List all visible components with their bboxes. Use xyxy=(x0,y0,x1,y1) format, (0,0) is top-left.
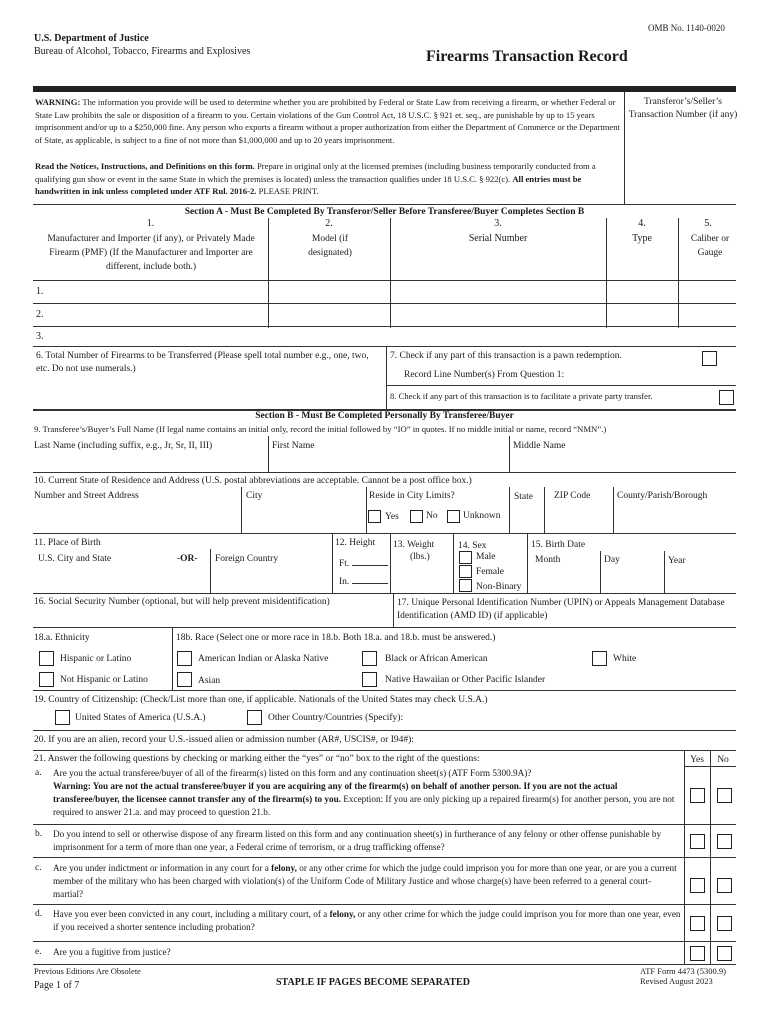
col-manufacturer-label: Manufacturer and Importer (if any), or Privately Made Firearm (PMF) (If the Manufacturer and Importer are different, include both.) xyxy=(47,234,255,272)
city-limits-unknown-checkbox[interactable] xyxy=(447,510,460,523)
q19-citizenship: 19. Country of Citizenship: (Check/List more than one, if applicable. Nationals of the United States may check U.S.A.) xyxy=(34,695,488,705)
q8-private-party: 8. Check if any part of this transaction is to facilitate a private party transfer. xyxy=(390,391,653,401)
q10-residence: 10. Current State of Residence and Address (U.S. postal abbreviations are acceptable. Cannot be a post office box.) xyxy=(34,476,472,486)
q21d-question: Have you ever been convicted in any court, including a military court, of a felony, or any other crime for which the judge could imprison you for more than one year, even if you received a shorter sentence including probation? xyxy=(53,909,681,932)
citizenship-other-checkbox[interactable] xyxy=(247,710,262,725)
city-limits-yes-checkbox[interactable] xyxy=(368,510,381,523)
q21c-no-checkbox[interactable] xyxy=(717,878,732,893)
not-hispanic-checkbox[interactable] xyxy=(39,672,54,687)
q9-full-name: 9. Transferee’s/Buyer’s Full Name (If legal name contains an initial only, record the initial followed by “IO” in quotes. If no middle initial or name, record “NMN”.) xyxy=(34,424,607,434)
q6-total-firearms[interactable]: 6. Total Number of Firearms to be Transferred (Please spell total number e.g., one, two, etc. Do not use numerals.) xyxy=(36,351,369,374)
sex-female-checkbox[interactable] xyxy=(459,565,472,578)
q21d-yes-checkbox[interactable] xyxy=(690,916,705,931)
q7-pawn-redemption: 7. Check if any part of this transaction is a pawn redemption. xyxy=(390,351,622,361)
state-field[interactable]: State xyxy=(514,492,533,502)
q13-weight[interactable]: 13. Weight xyxy=(393,540,435,550)
bureau-name: Bureau of Alcohol, Tobacco, Firearms and Explosives xyxy=(34,46,251,57)
other-country-field[interactable]: Other Country/Countries (Specify): xyxy=(268,713,404,723)
height-in-field[interactable]: In. xyxy=(339,575,388,588)
county-field[interactable]: County/Parish/Borough xyxy=(617,491,708,501)
city-field[interactable]: City xyxy=(246,491,263,501)
firearm-row-1[interactable]: 1. xyxy=(36,286,44,297)
height-ft-field[interactable]: Ft. xyxy=(339,557,388,570)
q15-birth-date: 15. Birth Date xyxy=(531,540,586,550)
zip-field[interactable]: ZIP Code xyxy=(554,491,591,501)
q21b-yes-checkbox[interactable] xyxy=(690,834,705,849)
birth-foreign-country-field[interactable]: Foreign Country xyxy=(215,554,279,564)
q17-upin-field[interactable]: 17. Unique Personal Identification Number (UPIN) or Appeals Management Database Identification (AMD ID) (if applicable) xyxy=(397,598,725,621)
street-address-field[interactable]: Number and Street Address xyxy=(34,491,139,501)
agency-name: U.S. Department of Justice xyxy=(34,33,149,44)
q21e-no-checkbox[interactable] xyxy=(717,946,732,961)
col-model-label: Model (if designated) xyxy=(308,234,352,258)
q18b-race: 18b. Race (Select one or more race in 18.b. Both 18.a. and 18.b. must be answered.) xyxy=(176,633,496,643)
q21b-question: Do you intend to sell or otherwise dispose of any firearm listed on this form and any continuation sheet(s) in furtherance of any felony or other offense punishable by imprisonment for a term of more than one year, a Federal crime of terrorism, or a drug trafficking offense? xyxy=(53,829,662,852)
q21c-yes-checkbox[interactable] xyxy=(690,878,705,893)
q21e-question: Are you a fugitive from justice? xyxy=(53,947,171,957)
q21-instructions: 21. Answer the following questions by checking or marking either the “yes” or “no” box to the right of the questions: xyxy=(34,754,480,764)
birth-month-field[interactable]: Month xyxy=(535,555,561,565)
q20-alien-number[interactable]: 20. If you are an alien, record your U.S.-issued alien or admission number (AR#, USCIS#, or I94#): xyxy=(34,735,414,745)
col-caliber-label: Caliber or Gauge xyxy=(690,234,730,258)
header-rule xyxy=(33,86,736,92)
q21a-no-checkbox[interactable] xyxy=(717,788,732,803)
page-number: Page 1 of 7 xyxy=(34,980,80,991)
birth-city-state-field[interactable]: U.S. City and State xyxy=(38,554,112,564)
q21a-question: Are you the actual transferee/buyer of all of the firearm(s) listed on this form and any continuation sheet(s) (ATF Form 5300.9A)? Warning: You are not the actual transferee/buyer if you are acquiring any of the firearm(s) on behalf of another person. If you are not the actual transferee/buyer, the licensee cannot transfer any of the firearm(s) to you. Exception: If you are only picking up a repaired firearm(s) for another person, you are not required to answer 21.a. and may proceed to question 21.b. xyxy=(53,768,675,817)
q16-ssn-field[interactable]: 16. Social Security Number (optional, but will help prevent misidentification) xyxy=(34,597,330,607)
col-serial-label: Serial Number xyxy=(468,233,528,244)
no-column-header: No xyxy=(717,755,729,765)
q21e-yes-checkbox[interactable] xyxy=(690,946,705,961)
white-checkbox[interactable] xyxy=(592,651,607,666)
revision-date: Revised August 2023 xyxy=(640,976,713,986)
city-limits-no-checkbox[interactable] xyxy=(410,510,423,523)
q11-place-of-birth: 11. Place of Birth xyxy=(34,538,101,548)
citizenship-usa-checkbox[interactable] xyxy=(55,710,70,725)
hawaiian-checkbox[interactable] xyxy=(362,672,377,687)
omb-number: OMB No. 1140-0020 xyxy=(648,23,725,33)
q21c-question: Are you under indictment or information in any court for a felony, or any other crime for which the judge could imprison you for more than one year, or are you a current member of the military who has been charged with violation(s) of the Uniform Code of Military Justice and whose charge(s) have been referred to a general court-martial? xyxy=(53,863,677,899)
q21d-no-checkbox[interactable] xyxy=(717,916,732,931)
q7-record-line[interactable]: Record Line Number(s) From Question 1: xyxy=(404,370,565,380)
birth-year-field[interactable]: Year xyxy=(668,556,686,566)
staple-note: STAPLE IF PAGES BECOME SEPARATED xyxy=(276,977,470,988)
q7-pawn-checkbox[interactable] xyxy=(702,351,717,366)
form-number: ATF Form 4473 (5300.9) xyxy=(640,966,726,976)
middle-name-field[interactable]: Middle Name xyxy=(513,441,566,451)
q14-sex: 14. Sex xyxy=(458,541,487,551)
first-name-field[interactable]: First Name xyxy=(272,441,315,451)
section-a-title: Section A - Must Be Completed By Transferor/Seller Before Transferee/Buyer Completes Section B xyxy=(184,207,585,217)
read-instructions-paragraph: Read the Notices, Instructions, and Definitions on this form. Prepare in original only at the licensed premises (including business temporarily conducted from a qualifying gun show or event in the same State in which the premises is located) unless the transaction qualifies under 18 U.S.C. § 922(c). All entries must be handwritten in ink unless completed under ATF Rul. 2016-2. PLEASE PRINT. xyxy=(35,161,596,197)
transferor-transaction-number[interactable]: Transferor’s/Seller’s Transaction Number (if any) xyxy=(628,97,738,120)
q21a-yes-checkbox[interactable] xyxy=(690,788,705,803)
hispanic-checkbox[interactable] xyxy=(39,651,54,666)
obsolete-note: Previous Editions Are Obsolete xyxy=(34,966,141,976)
firearm-row-3[interactable]: 3. xyxy=(36,331,44,342)
intro-divider xyxy=(624,92,625,204)
black-checkbox[interactable] xyxy=(362,651,377,666)
firearm-row-2[interactable]: 2. xyxy=(36,309,44,320)
sex-male-checkbox[interactable] xyxy=(459,551,472,564)
q12-height: 12. Height xyxy=(335,538,376,548)
american-indian-checkbox[interactable] xyxy=(177,651,192,666)
asian-checkbox[interactable] xyxy=(177,672,192,687)
last-name-field[interactable]: Last Name (including suffix, e.g., Jr, Sr, II, III) xyxy=(34,441,213,451)
sex-nonbinary-checkbox[interactable] xyxy=(459,579,472,592)
form-title: Firearms Transaction Record xyxy=(426,48,628,65)
col-type-label: Type xyxy=(632,233,652,244)
city-limits-label: Reside in City Limits? xyxy=(369,491,455,501)
section-b-title: Section B - Must Be Completed Personally By Transferee/Buyer xyxy=(255,411,514,421)
yes-column-header: Yes xyxy=(690,755,704,765)
q18a-ethnicity: 18.a. Ethnicity xyxy=(34,633,90,643)
q21b-no-checkbox[interactable] xyxy=(717,834,732,849)
q8-private-party-checkbox[interactable] xyxy=(719,390,734,405)
warning-paragraph: WARNING: The information you provide will be used to determine whether you are prohibited by Federal or State Law from receiving a firearm, or whether Federal or State Law prohibits the sale or disposition of a firearm to you. Certain violations of the Gun Control Act, 18 U.S.C. § 921 et. seq., are punishable by up to 15 years imprisonment and/or up to a $250,000 fine. Any person who exports a firearm without a proper authorization from either the Department of Commerce or the Department of State, as applicable, is subject to a fine of not more than $1,000,000 and up to 20 years imprisonment. xyxy=(35,97,620,145)
birth-day-field[interactable]: Day xyxy=(604,555,620,565)
